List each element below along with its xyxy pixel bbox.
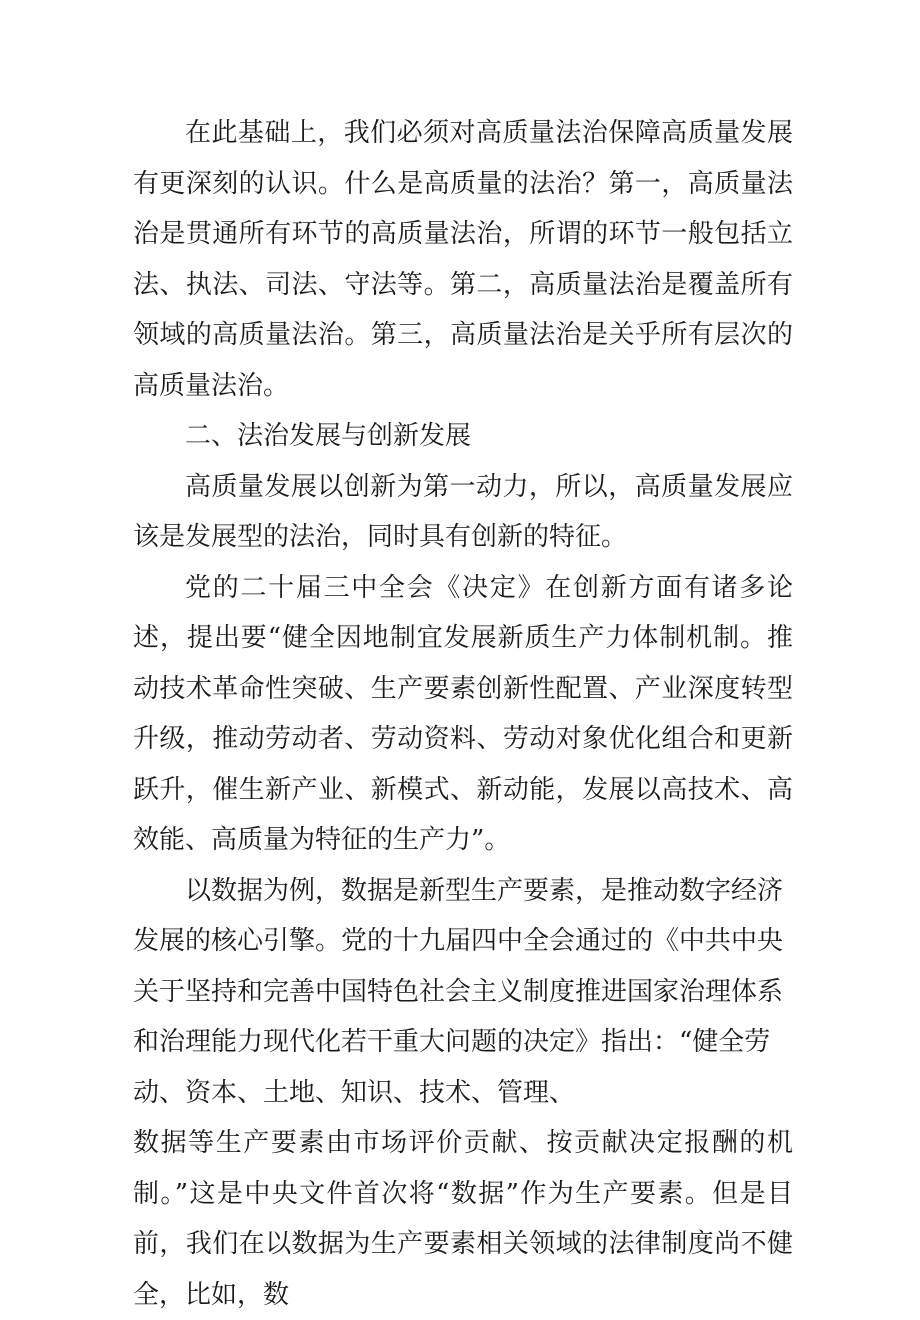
section-heading-innovation: 二、法治发展与创新发展 — [185, 421, 472, 451]
document-body — [133, 108, 793, 1320]
paragraph-high-quality-rule-of-law: 在此基础上，我们必须对高质量法治保障高质量发展有更深刻的认识。什么是高质量的法治？第一，高质量法治是贯通所有环节的高质量法治，所谓的环节一般包括立法、执法、司法、守法等。第二，高质量法治是覆盖所有领域的高质量法治。第三，高质量法治是关乎所有层次的高质量法治。 — [133, 118, 793, 401]
paragraph-data-example-continued: 数据等生产要素由市场评价贡献、按贡献决定报酬的机制。”这是中央文件首次将“数据”作为生产要素。但是目前，我们在以数据为生产要素相关领域的法律制度尚不健全，比如，数 — [133, 1128, 793, 1310]
paragraph-third-plenum-decision: 党的二十届三中全会《决定》在创新方面有诸多论述，提出要“健全因地制宜发展新质生产力体制机制。推动技术革命性突破、生产要素创新性配置、产业深度转型升级，推动劳动者、劳动资料、劳动对象优化组合和更新跃升，催生新产业、新模式、新动能，发展以高技术、高效能、高质量为特征的生产力”。 — [133, 572, 793, 855]
paragraph-innovation-driver: 高质量发展以创新为第一动力，所以，高质量发展应该是发展型的法治，同时具有创新的特征。 — [133, 471, 793, 552]
paragraph-data-example: 以数据为例，数据是新型生产要素，是推动数字经济发展的核心引擎。党的十九届四中全会通过的《中共中央关于坚持和完善中国特色社会主义制度推进国家治理体系和治理能力现代化若干重大问题的决定》指出：“健全劳动、资本、土地、知识、技术、管理、 — [133, 875, 784, 1108]
